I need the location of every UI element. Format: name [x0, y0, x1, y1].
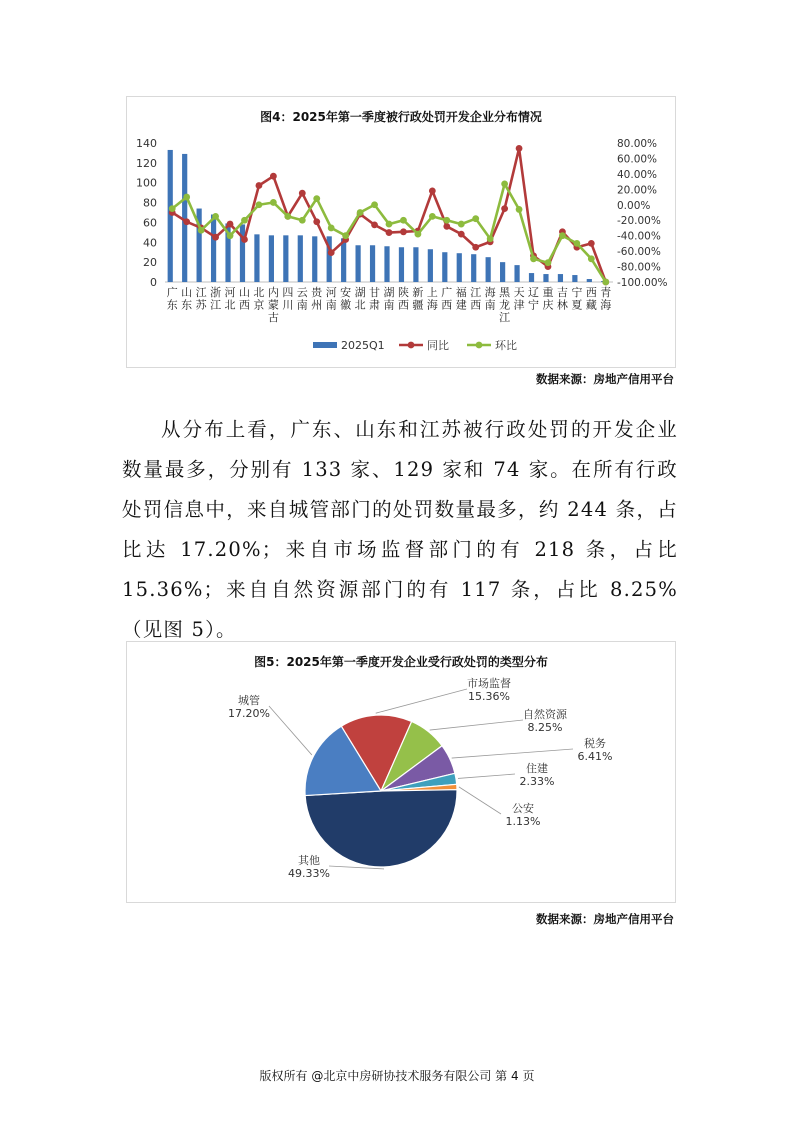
line-point — [241, 236, 248, 243]
x-category-label: 广东 — [166, 286, 178, 312]
x-category-label: 云南 — [296, 286, 308, 312]
x-category-label: 广西 — [441, 286, 453, 312]
line-point — [530, 255, 537, 262]
bar — [587, 279, 592, 282]
x-category-label: 江西 — [470, 286, 482, 312]
bar — [442, 252, 447, 282]
x-category-label: 浙江 — [210, 286, 222, 312]
y-left-tick-label: 80 — [143, 196, 157, 210]
bar — [269, 235, 274, 282]
leader-line — [452, 749, 573, 758]
bar — [399, 247, 404, 282]
line-point — [545, 259, 552, 266]
x-category-label: 山西 — [238, 286, 250, 312]
line-point — [472, 215, 479, 222]
x-category-label: 内蒙古 — [267, 286, 279, 324]
pie-slice — [305, 790, 457, 867]
line-point — [270, 199, 277, 206]
legend-swatch — [313, 342, 337, 348]
page-footer: 版权所有 @北京中房研协技术服务有限公司 第 4 页 — [259, 1069, 535, 1083]
x-category-label: 山东 — [181, 286, 193, 312]
line-point — [458, 221, 465, 228]
leader-line — [376, 689, 467, 713]
line-point — [400, 228, 407, 235]
line-point — [299, 190, 306, 197]
line-point — [212, 213, 219, 220]
slice-percent: 15.36% — [468, 690, 510, 703]
x-category-label: 海南 — [484, 286, 496, 312]
bar — [168, 150, 173, 282]
slice-percent: 6.41% — [577, 750, 613, 763]
line-point — [588, 255, 595, 262]
x-category-label: 甘肃 — [369, 286, 381, 312]
line-point — [270, 173, 277, 180]
line-point — [559, 232, 566, 239]
bar — [370, 245, 375, 282]
slice-percent: 2.33% — [519, 775, 555, 788]
y-right-tick-label: 40.00% — [617, 168, 658, 181]
slice-label: 公安 — [512, 802, 534, 815]
x-category-label: 黑龙江 — [499, 286, 511, 324]
y-right-tick-label: -20.00% — [617, 215, 661, 228]
slice-label: 其他 — [298, 854, 320, 867]
bar — [572, 275, 577, 282]
line-point — [472, 244, 479, 251]
line-point — [400, 217, 407, 224]
x-category-label: 重庆 — [542, 286, 554, 312]
slice-percent: 1.13% — [505, 815, 541, 828]
slice-label: 市场监督 — [467, 677, 511, 690]
y-left-tick-label: 40 — [143, 236, 157, 250]
y-left-tick-label: 140 — [136, 137, 157, 150]
bar — [486, 257, 491, 282]
figure-5-chart — [126, 641, 676, 903]
bar — [428, 249, 433, 282]
y-left-tick-label: 120 — [136, 156, 157, 170]
x-category-label: 天津 — [513, 286, 525, 312]
bar — [471, 254, 476, 282]
legend-item — [467, 338, 517, 352]
line-point — [328, 225, 335, 232]
y-right-tick-label: -40.00% — [617, 230, 661, 243]
x-category-label: 福建 — [455, 286, 467, 312]
pie-chart — [127, 642, 675, 902]
x-category-label: 宁夏 — [571, 286, 583, 312]
x-category-label: 安徽 — [340, 286, 352, 312]
legend-item — [399, 338, 449, 352]
figure-4-chart — [126, 96, 676, 368]
bar — [384, 246, 389, 282]
y-right-tick-label: 80.00% — [617, 138, 658, 150]
bar — [355, 245, 360, 282]
y-left-tick-label: 60 — [143, 216, 157, 230]
x-category-label: 湖南 — [383, 286, 395, 312]
bar — [283, 235, 288, 282]
slice-label: 住建 — [526, 762, 548, 775]
bar — [312, 236, 317, 282]
line-point — [501, 205, 508, 212]
y-left-tick-label: 0 — [150, 276, 157, 289]
line-point — [299, 217, 306, 224]
line-point — [256, 201, 263, 208]
y-right-tick-label: 60.00% — [617, 153, 658, 166]
slice-label: 城管 — [238, 694, 260, 707]
line-point — [458, 231, 465, 238]
slice-label: 自然资源 — [523, 708, 567, 721]
legend-item — [313, 339, 385, 352]
x-category-label: 上海 — [426, 286, 438, 312]
bar — [341, 238, 346, 282]
x-category-label: 青海 — [600, 286, 612, 312]
line-point — [602, 279, 609, 286]
bar — [529, 273, 534, 282]
x-category-label: 陕西 — [397, 286, 409, 312]
line-point — [371, 221, 378, 228]
line-point — [256, 182, 263, 189]
line-point — [227, 221, 234, 228]
line-point — [284, 213, 291, 220]
line-point — [501, 181, 508, 188]
line-point — [443, 223, 450, 230]
line-point — [183, 194, 190, 201]
line-point — [415, 231, 422, 238]
line-point — [212, 234, 219, 241]
y-right-tick-label: 0.00% — [617, 199, 651, 212]
line-point — [429, 213, 436, 220]
bar — [240, 224, 245, 282]
y-left-tick-label: 20 — [143, 256, 157, 270]
line-point — [516, 206, 523, 213]
x-category-label: 北京 — [253, 286, 265, 312]
line-point — [487, 235, 494, 242]
line-point — [371, 201, 378, 208]
figure-4-source: 数据来源：房地产信用平台 — [536, 372, 674, 386]
line-point — [183, 218, 190, 225]
x-category-label: 新疆 — [412, 286, 424, 312]
y-left-tick-label: 100 — [136, 176, 157, 190]
bar — [514, 265, 519, 282]
bar — [558, 274, 563, 282]
line-point — [357, 209, 364, 216]
y-right-tick-label: -60.00% — [617, 246, 661, 259]
line-point — [342, 232, 349, 239]
bar — [254, 234, 259, 282]
line-point — [516, 145, 523, 152]
y-right-tick-label: -80.00% — [617, 261, 661, 274]
legend-label: 2025Q1 — [341, 339, 385, 352]
body-paragraph: 从分布上看，广东、山东和江苏被行政处罚的开发企业数量最多，分别有 133 家、129 家和 74 家。在所有行政处罚信息中，来自城管部门的处罚数量最多，约 244 条，占比达 17.20%；来自市场监督部门的有 218 条，占比 15.36%；来自自然资源部门的有 117 条，占比 8.25% （见图 5）。 — [122, 418, 678, 641]
bar — [298, 235, 303, 282]
x-category-label: 河南 — [325, 286, 337, 312]
leader-line — [269, 706, 312, 755]
line-point — [588, 240, 595, 247]
slice-percent: 17.20% — [228, 707, 270, 720]
x-category-label: 辽宁 — [528, 286, 540, 312]
leader-line — [430, 720, 523, 730]
x-category-label: 贵州 — [311, 286, 323, 312]
bar-line-chart — [127, 97, 675, 367]
line-point — [386, 229, 393, 236]
chart-title: 图5：2025年第一季度开发企业受行政处罚的类型分布 — [254, 655, 548, 669]
slice-label: 税务 — [584, 737, 606, 750]
slice-percent: 49.33% — [288, 867, 330, 880]
x-category-label: 西藏 — [585, 286, 597, 312]
line-point — [573, 240, 580, 247]
x-category-label: 四川 — [282, 286, 294, 312]
leader-line — [458, 774, 515, 778]
leader-line — [459, 787, 501, 814]
line-point — [227, 232, 234, 239]
line-point — [169, 205, 176, 212]
line-point — [386, 221, 393, 228]
line-point — [328, 249, 335, 256]
line-point — [443, 217, 450, 224]
bar — [413, 247, 418, 282]
bar — [211, 214, 216, 282]
y-right-tick-label: 20.00% — [617, 184, 658, 197]
line-point — [429, 187, 436, 194]
x-category-label: 江苏 — [195, 286, 207, 312]
x-category-label: 吉林 — [556, 286, 568, 312]
bar — [500, 262, 505, 282]
legend-label: 同比 — [427, 339, 449, 352]
chart-title: 图4：2025年第一季度被行政处罚开发企业分布情况 — [260, 110, 542, 124]
bar — [457, 253, 462, 282]
line-point — [313, 218, 320, 225]
bar — [543, 274, 548, 282]
y-right-tick-label: -100.00% — [617, 277, 668, 289]
x-category-label: 湖北 — [354, 286, 366, 312]
slice-percent: 8.25% — [527, 721, 563, 734]
legend-label: 环比 — [495, 339, 517, 352]
x-category-label: 河北 — [224, 286, 236, 312]
line-point — [313, 195, 320, 202]
figure-5-source: 数据来源：房地产信用平台 — [536, 912, 674, 926]
line-point — [241, 217, 248, 224]
line-point — [198, 227, 205, 234]
